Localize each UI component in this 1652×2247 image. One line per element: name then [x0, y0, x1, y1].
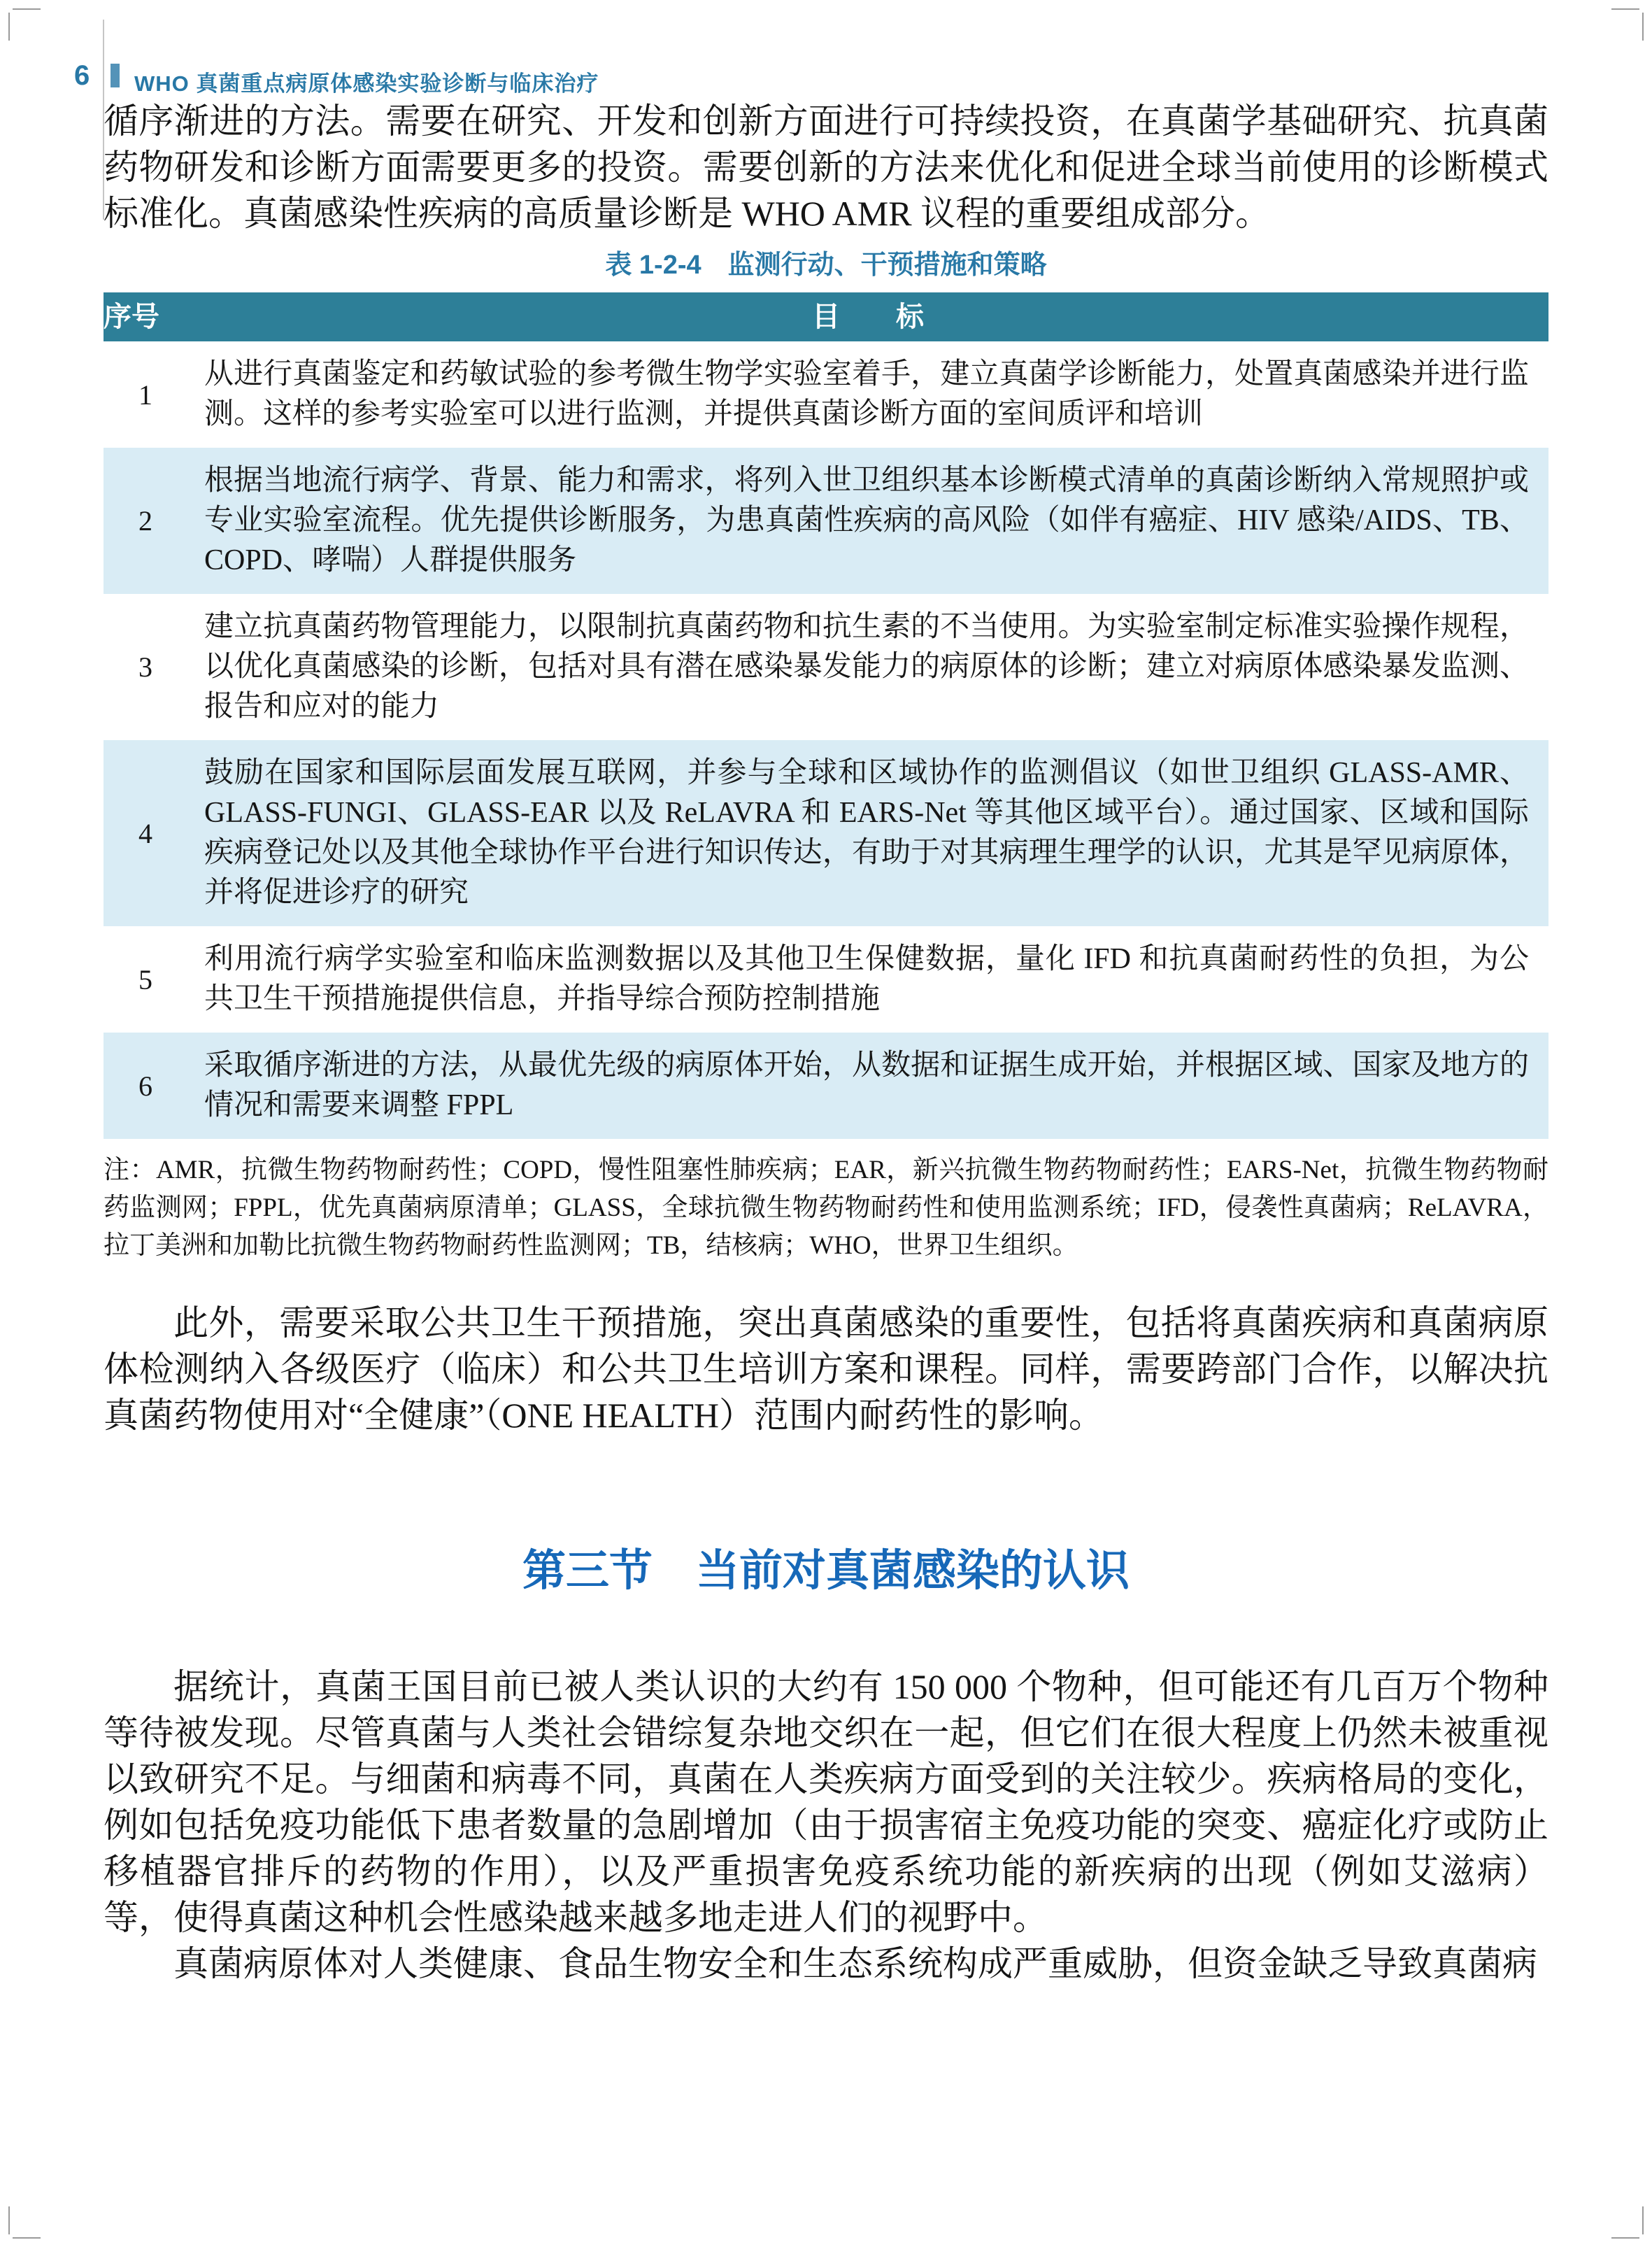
paragraph-after-table: 此外，需要采取公共卫生干预措施，突出真菌感染的重要性，包括将真菌疾病和真菌病原体检测纳入各级医疗（临床）和公共卫生培训方案和课程。同样，需要跨部门合作，以解决抗真菌药物使用对“全健康”（ONE HEALTH）范围内耐药性的影响。 [104, 1303, 1548, 1435]
row-number: 4 [138, 817, 152, 849]
table-row [104, 341, 1548, 448]
page-number: 6 [74, 60, 90, 91]
crop-mark [1642, 2206, 1644, 2234]
row-number: 2 [138, 505, 152, 537]
section-title: 第三节 当前对真菌感染的认识 [522, 1547, 1130, 1595]
row-goal: 鼓励在国家和国际层面发展互联网，并参与全球和区域协作的监测倡议（如世卫组织 GLASS-AMR、GLASS-FUNGI、GLASS-EAR 以及 ReLAVRA 和 EARS-Net 等其他区域平台）。通过国家、区域和国际疾病登记处以及其他全球协作平台进行知识传达，有助于对其病理生理学的认识，尤其是罕见病原体，并将促进诊疗的研究 [204, 757, 1529, 909]
body-paragraph-1: 据统计，真菌王国目前已被人类认识的大约有 150 000 个物种，但可能还有几百万个物种等待被发现。尽管真菌与人类社会错综复杂地交织在一起，但它们在很大程度上仍然未被重视以致研究不足。与细菌和病毒不同，真菌在人类疾病方面受到的关注较少。疾病格局的变化，例如包括免疫功能低下患者数量的急剧增加（由于损害宿主免疫功能的突变、癌症化疗或防止移植器官排斥的药物的作用），以及严重损害免疫系统功能的新疾病的出现（例如艾滋病）等，使得真菌这种机会性感染越来越多地走进人们的视野中。 [104, 1667, 1548, 1937]
crop-mark [8, 2206, 10, 2234]
row-goal: 采取循序渐进的方法，从最优先级的病原体开始，从数据和证据生成开始，并根据区域、国家及地方的情况和需要来调整 FPPL [204, 1049, 1529, 1121]
table-note: 注：AMR，抗微生物药物耐药性；COPD，慢性阻塞性肺疾病；EAR，新兴抗微生物药物耐药性；EARS-Net，抗微生物药物耐药监测网；FPPL，优先真菌病原清单；GLASS，全球抗微生物药物耐药性和使用监测系统；IFD，侵袭性真菌病；ReLAVRA，拉丁美洲和加勒比抗微生物药物耐药性监测网；TB，结核病；WHO，世界卫生组织。 [104, 1156, 1548, 1260]
page-content [104, 98, 1548, 1987]
crop-mark [1611, 2237, 1639, 2239]
page-header [0, 60, 1652, 96]
row-number: 6 [138, 1070, 152, 1102]
table-row [104, 448, 1548, 594]
crop-mark [1611, 8, 1639, 10]
surveillance-table [104, 292, 1548, 1139]
table-row [104, 926, 1548, 1033]
column-header-goal: 目 标 [187, 292, 1548, 341]
row-number: 5 [138, 963, 152, 995]
row-goal: 利用流行病学实验室和临床监测数据以及其他卫生保健数据，量化 IFD 和抗真菌耐药性的负担，为公共卫生干预措施提供信息，并指导综合预防控制措施 [204, 943, 1529, 1015]
row-number: 3 [138, 651, 152, 683]
table-caption: 表 1-2-4 监测行动、干预措施和策略 [605, 250, 1047, 280]
crop-mark [8, 13, 10, 41]
row-number: 1 [138, 378, 152, 411]
table-header-row [104, 292, 1548, 341]
body-paragraph-2: 真菌病原体对人类健康、食品生物安全和生态系统构成严重威胁，但资金缺乏导致真菌病 [173, 1944, 1537, 1983]
running-title: WHO 真菌重点病原体感染实验诊断与临床治疗 [134, 71, 599, 96]
row-goal: 建立抗真菌药物管理能力，以限制抗真菌药物和抗生素的不当使用。为实验室制定标准实验操作规程，以优化真菌感染的诊断，包括对具有潜在感染暴发能力的病原体的诊断；建立对病原体感染暴发监测、报告和应对的能力 [204, 611, 1529, 723]
table-row [104, 740, 1548, 926]
table-row [104, 594, 1548, 740]
table-row [104, 1033, 1548, 1139]
header-bar-icon [111, 64, 120, 87]
row-goal: 从进行真菌鉴定和药敏试验的参考微生物学实验室着手，建立真菌学诊断能力，处置真菌感染并进行监测。这样的参考实验室可以进行监测，并提供真菌诊断方面的室间质评和培训 [204, 358, 1529, 430]
column-header-no: 序号 [104, 292, 187, 341]
crop-mark [1642, 13, 1644, 41]
row-goal: 根据当地流行病学、背景、能力和需求，将列入世卫组织基本诊断模式清单的真菌诊断纳入常规照护或专业实验室流程。优先提供诊断服务，为患真菌性疾病的高风险（如伴有癌症、HIV 感染/AIDS、TB、COPD、哮喘）人群提供服务 [204, 465, 1529, 576]
crop-mark [13, 2237, 41, 2239]
intro-paragraph: 循序渐进的方法。需要在研究、开发和创新方面进行可持续投资，在真菌学基础研究、抗真菌药物研发和诊断方面需要更多的投资。需要创新的方法来优化和促进全球当前使用的诊断模式标准化。真菌感染性疾病的高质量诊断是 WHO AMR 议程的重要组成部分。 [104, 101, 1548, 233]
crop-mark [13, 8, 41, 10]
